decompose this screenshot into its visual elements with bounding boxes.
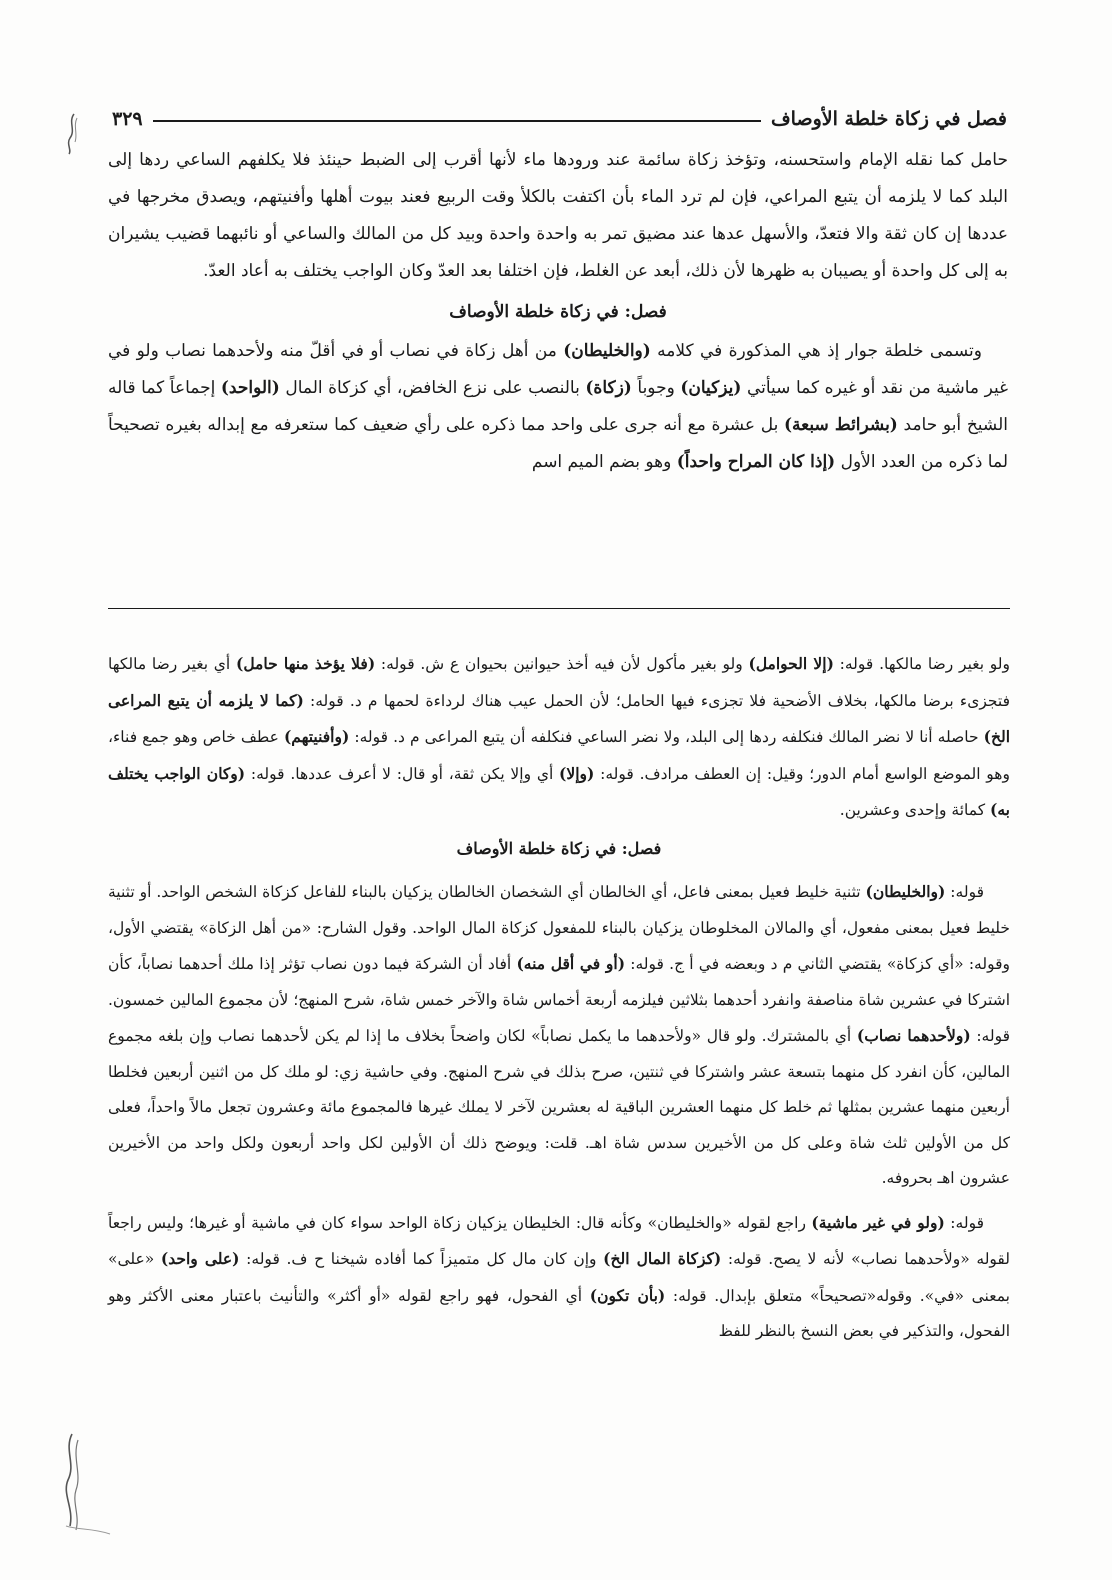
bold-term: (ولأحدهما نصاب): [856, 1026, 971, 1045]
text-run: ولو بغير رضا مالكها. قوله:: [833, 655, 1010, 673]
bold-term: (والخليطان): [563, 341, 651, 361]
text-run: وجوباً: [631, 378, 681, 398]
bold-term: (بشرائط سبعة): [784, 415, 898, 435]
running-header-title: فصل في زكاة خلطة الأوصاف: [770, 108, 1007, 130]
bold-term: (على واحد): [160, 1249, 240, 1268]
text-run: وهو بضم الميم اسم: [531, 452, 677, 472]
note-paragraph-2: [108, 874, 1010, 1197]
bold-term: (الواحد): [220, 378, 280, 398]
text-run: عطف خاص وهو جمع فناء، وهو الموضع الواسع أمام الدور؛ وقيل: إن العطف مرادف. قوله:: [108, 728, 1010, 783]
text-run: من أهل زكاة في نصاب أو في أقلّ منه ولأحدهما نصاب ولو في غير ماشية من نقد أو غيره كما سيأتي: [108, 341, 1008, 398]
text-run: ولو بغير مأكول لأن فيه أخذ حيوانين بحيوان ع ش. قوله:: [375, 655, 749, 673]
bold-term: (كزكاة المال الخ): [603, 1249, 722, 1268]
bold-term: (كما لا يلزمه أن يتبع المراعى الخ): [108, 690, 1011, 746]
bold-term: (إذا كان المراح واحداً): [676, 452, 836, 472]
note-paragraph-3: [108, 1205, 1010, 1350]
header-rule: [153, 120, 761, 122]
text-run: قوله:: [944, 1213, 984, 1232]
notes-section-heading: فصل: في زكاة خلطة الأوصاف: [456, 838, 662, 858]
text-run: وإن كان مال كل متميزاً كما أفاده شيخنا ح ف. قوله:: [239, 1250, 604, 1268]
main-paragraph-1: حامل كما نقله الإمام واستحسنه، وتؤخذ زكاة سائمة عند ورودها ماء لأنها أقرب إلى الضبط حينئذ فلا يكلفهم الساعي ردها إلى البلد كما لا يلزمه أن يتبع المراعي، فإن لم ترد الماء بأن اكتفت بالكلأ وقت الربيع فعند بيوت أهلها وأفنيتهم، ويصدق مخرجها في عددها إن كان ثقة والا فتعدّ، والأسهل عدها عند مضيق تمر به واحدة واحدة وبيد كل من المالك والساعي أو نائبهما قضيب يشيران به إلى كل واحدة أو يصيبان به ظهرها لأن ذلك، أبعد عن الغلط، فإن اختلفا بعد العدّ وكان الواجب يختلف به أعاد العدّ.: [108, 150, 1008, 281]
text-run: أفاد أن الشركة فيما دون نصاب تؤثر إذا ملك أحدهما نصاباً، كأن اشتركا في عشرين شاة مناصفة وانفرد أحدهما بثلاثين فيلزمه أربعة أخماس شاة والآخر خمس شاة، شرح المنهج؛ لأن مجموع المالين خمسون. قوله:: [108, 955, 1010, 1045]
text-run: بالنصب على نزع الخافض، أي كزكاة المال: [279, 378, 586, 398]
text-run: قوله:: [945, 883, 984, 901]
note-paragraph-1: [108, 646, 1010, 829]
running-header: [112, 104, 1007, 134]
text-run: أي بغير رضا مالكها فتجزىء برضا مالكها، بخلاف الأضحية فلا تجزىء فيها الحامل؛ لأن الحمل عيب هناك لرداءة لحمها م د. قوله:: [108, 655, 1010, 710]
scan-artifact-icon: [60, 112, 82, 156]
text-run: أي بالمشترك. ولو قال «ولأحدهما ما يكمل نصاباً» لكان واضحاً بخلاف ما إذا لم يكن لأحدهما نصاب وإن بلغه مجموع المالين، كأن انفرد كل منهما بتسعة عشر واشتركا في ثنتين، صرح بذلك في شرح المنهج. وفي حاشية زي: لو ملك كل من اثنين أربعين فخلطا أربعين منهما عشرين بمثلها ثم خلط كل منهما العشرين الباقية له بعشرين لآخر لا يملك غيرها فالمجموع مائة وعشرون تجعل مالاً واحداً، فعلى كل من الأولين ثلث شاة وعلى كل من الأخيرين سدس شاة اهـ. قلت: ويوضح ذلك أن الأولين لكل واحد أربعون ولكل واحد من الأخيرين عشرون اهـ بحروفه.: [108, 1027, 1010, 1187]
bold-term: (يزكيان): [680, 378, 742, 398]
section-heading: فصل: في زكاة خلطة الأوصاف: [449, 302, 667, 322]
paragraph-gap: [108, 1197, 1010, 1205]
bold-term: (وكان الواجب يختلف به): [108, 763, 1010, 819]
text-run: وتسمى خلطة جوار إذ هي المذكورة في كلامه: [650, 341, 982, 361]
text-run: أي وإلا يكن ثقة، أو قال: لا أعرف عددها. قوله:: [245, 764, 560, 783]
bold-term: (أو في أقل منه): [516, 954, 626, 973]
main-paragraph-2: [108, 333, 1008, 481]
text-run: بل عشرة مع أنه جرى على واحد مما ذكره على رأي ضعيف كما ستعرفه مع إبداله بغيره تصحيحاً لما ذكره من العدد الأول: [108, 415, 1008, 472]
text-run: راجع لقوله «والخليطان» وكأنه قال: الخليطان يزكيان زكاة الواحد سواء كان في ماشية أو غيرها؛ وليس راجعاً لقوله «ولأحدهما نصاب» لأنه لا يصح. قوله:: [108, 1213, 1010, 1268]
bold-term: (ولو في غير ماشية): [811, 1212, 945, 1232]
main-text: [108, 142, 1008, 481]
bold-term: (وأفنيتهم): [283, 727, 350, 746]
text-run: تثنية خليط فعيل بمعنى فاعل، أي الخالطان أي الشخصان الخالطان يزكيان بالبناء للفاعل كزكاة الشخص الواحد. أو تثنية خليط فعيل بمعنى مفعول، أي والمالان المخلوطان يزكيان بالبناء للمفعول كزكاة المال الواحد. وقول الشارح: «من أهل الزكاة» يقتضي الأول، وقوله: «أي كزكاة» يقتضي الثاني م د وبعضه في أ ج. قوله:: [108, 883, 1010, 973]
bold-term: (والخليطان): [865, 882, 946, 901]
text-run: حاصله أنا لا نضر المالك فنكلفه ردها إلى البلد، ولا نضر الساعي فنكلفه أن يتبع المراعى م د. قوله:: [349, 728, 984, 746]
commentary-notes: [108, 646, 1010, 1350]
bold-term: (بأن تكون): [589, 1285, 666, 1305]
scan-artifact-icon: [58, 1430, 118, 1540]
bold-term: (إلا الحوامل): [748, 654, 834, 673]
footnote-separator: [108, 608, 1010, 609]
text-run: كمائة وإحدى وعشرين.: [839, 801, 991, 819]
text-run: أي الفحول، فهو راجع لقوله «أو أكثر» والتأنيث باعتبار معنى الأكثر وهو الفحول، والتذكير في بعض النسخ بالنظر للفظ: [108, 1286, 1010, 1340]
text-run: «على» بمعنى «في». وقوله«تصحيحاً» متعلق بإبدال. قوله:: [108, 1250, 1010, 1305]
text-run: إجماعاً كما قاله الشيخ أبو حامد: [108, 378, 1008, 435]
page-number: ٣٢٩: [112, 108, 143, 130]
bold-term: (وإلا): [559, 763, 595, 783]
bold-term: (فلا يؤخذ منها حامل): [235, 654, 376, 673]
bold-term: (زكاة): [585, 378, 632, 398]
